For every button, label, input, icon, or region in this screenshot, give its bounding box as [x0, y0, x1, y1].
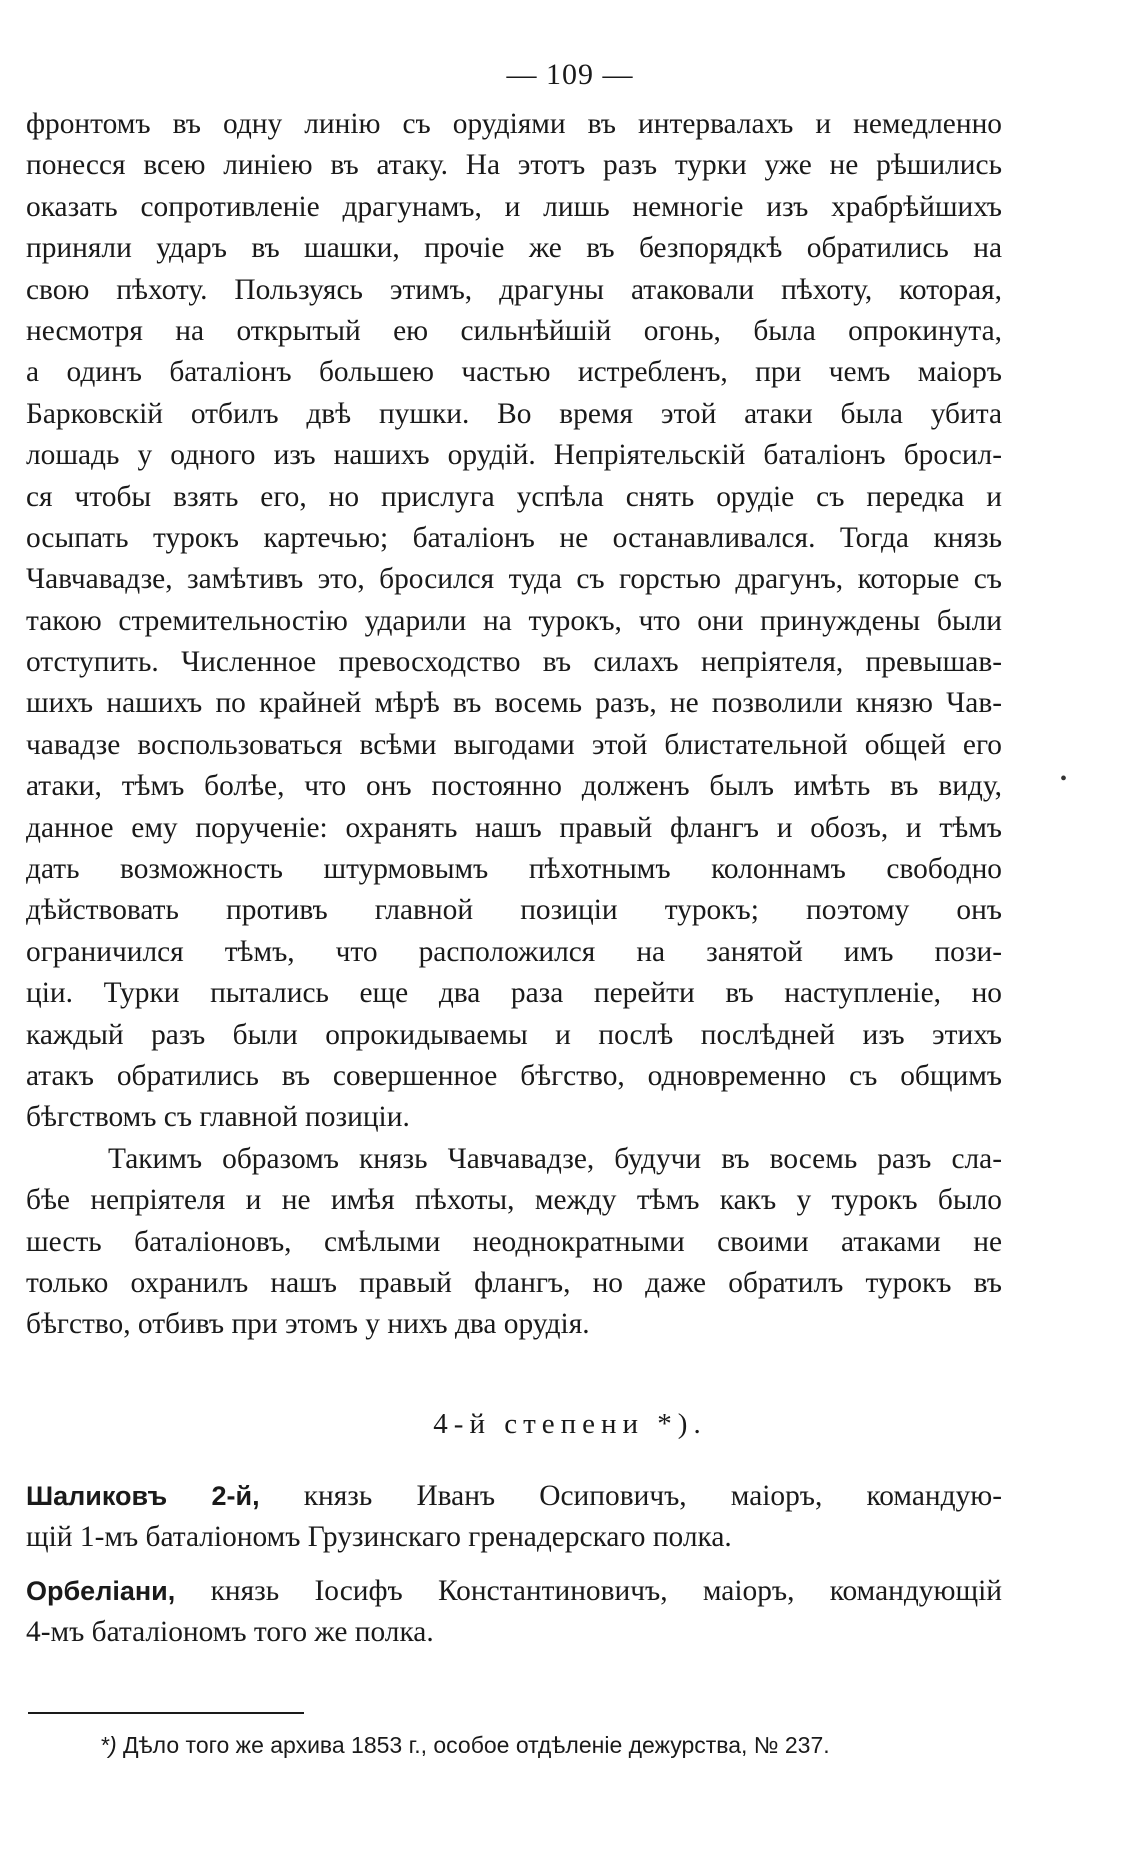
text-line: только охранилъ нашъ правый флангъ, но даже обратилъ турокъ въ — [26, 1266, 1002, 1299]
text-line: ціи. Турки пытались еще два раза перейти въ наступленіе, но — [26, 977, 1002, 1010]
text-line: осыпать турокъ картечью; баталіонъ не останавливался. Тогда князь — [26, 521, 1002, 554]
footnote — [100, 1730, 920, 1760]
entry-text: князь Іосифъ Константиновичъ, маіоръ, командующій — [210, 1574, 1002, 1607]
text-line: шихъ нашихъ по крайней мѣрѣ въ восемь разъ, не позволили князю Чав- — [26, 687, 1002, 720]
text-line: Барковскій отбилъ двѣ пушки. Во время этой атаки была убита — [26, 397, 1002, 430]
paragraph-2 — [26, 1139, 1002, 1346]
text-line: ограничился тѣмъ, что расположился на занятой имъ пози- — [26, 935, 1002, 968]
text-line: несмотря на открытый ею сильнѣйшій огонь, была опрокинута, — [26, 314, 1002, 347]
entry-name: Шаликовъ 2-й, — [26, 1481, 260, 1511]
entry-line — [26, 1571, 1002, 1612]
text-line: Чавчавадзе, замѣтивъ это, бросился туда съ горстью драгунъ, которые съ — [26, 563, 1002, 596]
text-line: Такимъ образомъ князь Чавчавадзе, будучи въ восемь разъ сла- — [108, 1142, 1002, 1175]
text-line: бѣгство, отбивъ при этомъ у нихъ два орудія. — [26, 1308, 590, 1341]
text-line: шесть баталіоновъ, смѣлыми неоднократными своими атаками не — [26, 1225, 1002, 1258]
award-entries — [26, 1476, 1002, 1654]
margin-mark: • — [1060, 768, 1068, 790]
text-line: а одинъ баталіонъ большею частью истребленъ, при чемъ маіоръ — [26, 356, 1002, 389]
text-line: бѣгствомъ съ главной позиціи. — [26, 1101, 410, 1134]
entry-orbeliani — [26, 1571, 1002, 1654]
text-line: ся чтобы взять его, но прислуга успѣла снять орудіе съ передка и — [26, 480, 1002, 513]
text-line: дать возможность штурмовымъ пѣхотнымъ колоннамъ свободно — [26, 853, 1002, 886]
text-line: такою стремительностію ударили на турокъ, что они принуждены были — [26, 604, 1002, 637]
page-number: — 109 — — [506, 58, 634, 91]
entry-name: Орбеліани, — [26, 1575, 176, 1606]
text-line: лошадь у одного изъ нашихъ орудій. Непріятельскій баталіонъ бросил- — [26, 439, 1002, 472]
text-line: атакъ обратились въ совершенное бѣгство, одновременно съ общимъ — [26, 1059, 1002, 1092]
text-line: фронтомъ въ одну линію съ орудіями въ интервалахъ и немедленно — [26, 108, 1002, 140]
text-line: оказать сопротивленіе драгунамъ, и лишь немногіе изъ храбрѣйшихъ — [26, 190, 1002, 223]
entry-line — [26, 1476, 1002, 1517]
text-line: понесся всею линіею въ атаку. На этотъ разъ турки уже не рѣшились — [26, 149, 1002, 182]
text-line: чавадзе воспользоваться всѣми выгодами этой блистательной общей его — [26, 728, 1002, 761]
footnote-divider — [28, 1712, 304, 1714]
footnote-text: Дѣло того же архива 1853 г., особое отдѣленіе дежурства, № 237. — [123, 1732, 830, 1758]
paragraph-1 — [26, 104, 1002, 1139]
entry-gap — [26, 1559, 1002, 1571]
text-line: каждый разъ были опрокидываемы и послѣ послѣдней изъ этихъ — [26, 1018, 1002, 1051]
section-heading: 4-й степени *). — [433, 1408, 707, 1440]
text-line: приняли ударъ въ шашки, прочіе же въ безпорядкѣ обратились на — [26, 232, 1002, 265]
text-line: атаки, тѣмъ болѣе, что онъ постоянно долженъ былъ имѣть въ виду, — [26, 770, 1002, 803]
entry-line: щій 1-мъ баталіономъ Грузинскаго гренадерскаго полка. — [26, 1521, 732, 1554]
text-line: бѣе непріятеля и не имѣя пѣхоты, между тѣмъ какъ у турокъ было — [26, 1184, 1002, 1217]
text-line: отступить. Численное превосходство въ силахъ непріятеля, превышав- — [26, 646, 1002, 679]
entry-shalikov — [26, 1476, 1002, 1559]
text-line: дѣйствовать противъ главной позиціи турокъ; поэтому онъ — [26, 894, 1002, 927]
main-text — [26, 104, 1002, 1346]
footnote-mark: *) — [100, 1732, 117, 1758]
text-line: данное ему порученіе: охранять нашъ правый флангъ и обозъ, и тѣмъ — [26, 811, 1002, 844]
text-line: свою пѣхоту. Пользуясь этимъ, драгуны атаковали пѣхоту, которая, — [26, 273, 1002, 306]
entry-text: князь Иванъ Осиповичъ, маіоръ, командую- — [303, 1480, 1002, 1512]
entry-line: 4-мъ баталіономъ того же полка. — [26, 1616, 434, 1649]
